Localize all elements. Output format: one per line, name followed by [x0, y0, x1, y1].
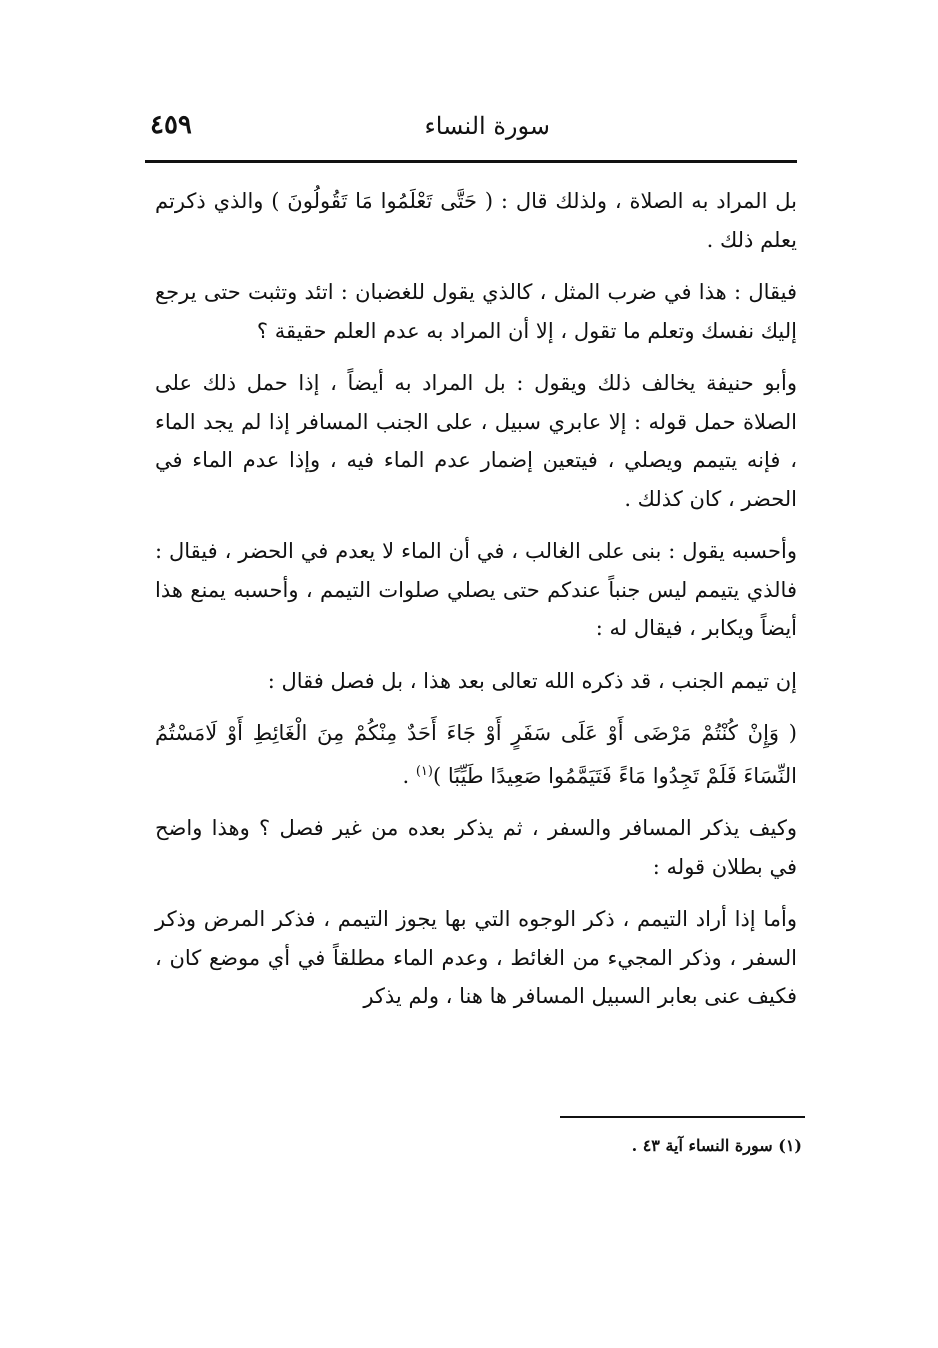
paragraph: إن تيمم الجنب ، قد ذكره الله تعالى بعد هذا ، بل فصل فقال : — [267, 668, 797, 693]
footnote-divider — [560, 1116, 805, 1118]
verse-text: ( وَإِنْ كُنْتُمْ مَرْضَى أَوْ عَلَى سَفَرٍ أَوْ جَاءَ أَحَدٌ مِنْكُمْ مِنَ الْغَائِطِ أَوْ لَامَسْتُمُ النِّسَاءَ فَلَمْ تَجِدُوا مَاءً فَتَيَمَّمُوا صَعِيدًا طَيِّبًا ) — [155, 721, 797, 788]
page-body — [155, 182, 797, 1030]
footnote: (١) سورة النساء آية ٤٣ . — [631, 1136, 802, 1155]
paragraph: بل المراد به الصلاة ، ولذلك قال : ( حَتَّى تَعْلَمُوا مَا تَقُولُونَ ) والذي ذكرتم يعلم ذلك . — [155, 189, 797, 252]
paragraph: وأبو حنيفة يخالف ذلك ويقول : بل المراد به أيضاً ، إذا حمل ذلك على الصلاة حمل قوله : إلا عابري سبيل ، على الجنب المسافر إذا لم يجد الماء ، فإنه يتيمم ويصلي ، فيتعين إضمار عدم الماء فيه ، وإذا عدم الماء في الحضر ، كان كذلك . — [155, 371, 797, 511]
quran-verse — [155, 714, 797, 795]
paragraph: فيقال : هذا في ضرب المثل ، كالذي يقول للغضبان : اتئد وتثبت حتى يرجع إليك نفسك وتعلم ما تقول ، إلا أن المراد به عدم العلم حقيقة ؟ — [155, 280, 797, 343]
verse-end: . — [402, 763, 416, 788]
page-title: سورة النساء — [424, 112, 550, 140]
page-number: ٤٥٩ — [150, 110, 192, 140]
paragraph: وكيف يذكر المسافر والسفر ، ثم يذكر بعده من غير فصل ؟ وهذا واضح في بطلان قوله : — [155, 816, 797, 879]
paragraph: وأحسبه يقول : بنى على الغالب ، في أن الماء لا يعدم في الحضر ، فيقال : فالذي يتيمم ليس جنباً عندكم حتى يصلي صلوات التيمم ، وأحسبه يمنع هذا أيضاً ويكابر ، فيقال له : — [155, 539, 797, 640]
paragraph: وأما إذا أراد التيمم ، ذكر الوجوه التي بها يجوز التيمم ، فذكر المرض وذكر السفر ، وذكر المجيء من الغائط ، وعدم الماء مطلقاً في أي موضع كان ، فكيف عنى بعابر السبيل المسافر ها هنا ، ولم يذكر — [155, 907, 797, 1008]
footnote-reference: (١) — [415, 763, 433, 779]
page-header — [150, 108, 800, 152]
header-divider — [145, 160, 797, 163]
